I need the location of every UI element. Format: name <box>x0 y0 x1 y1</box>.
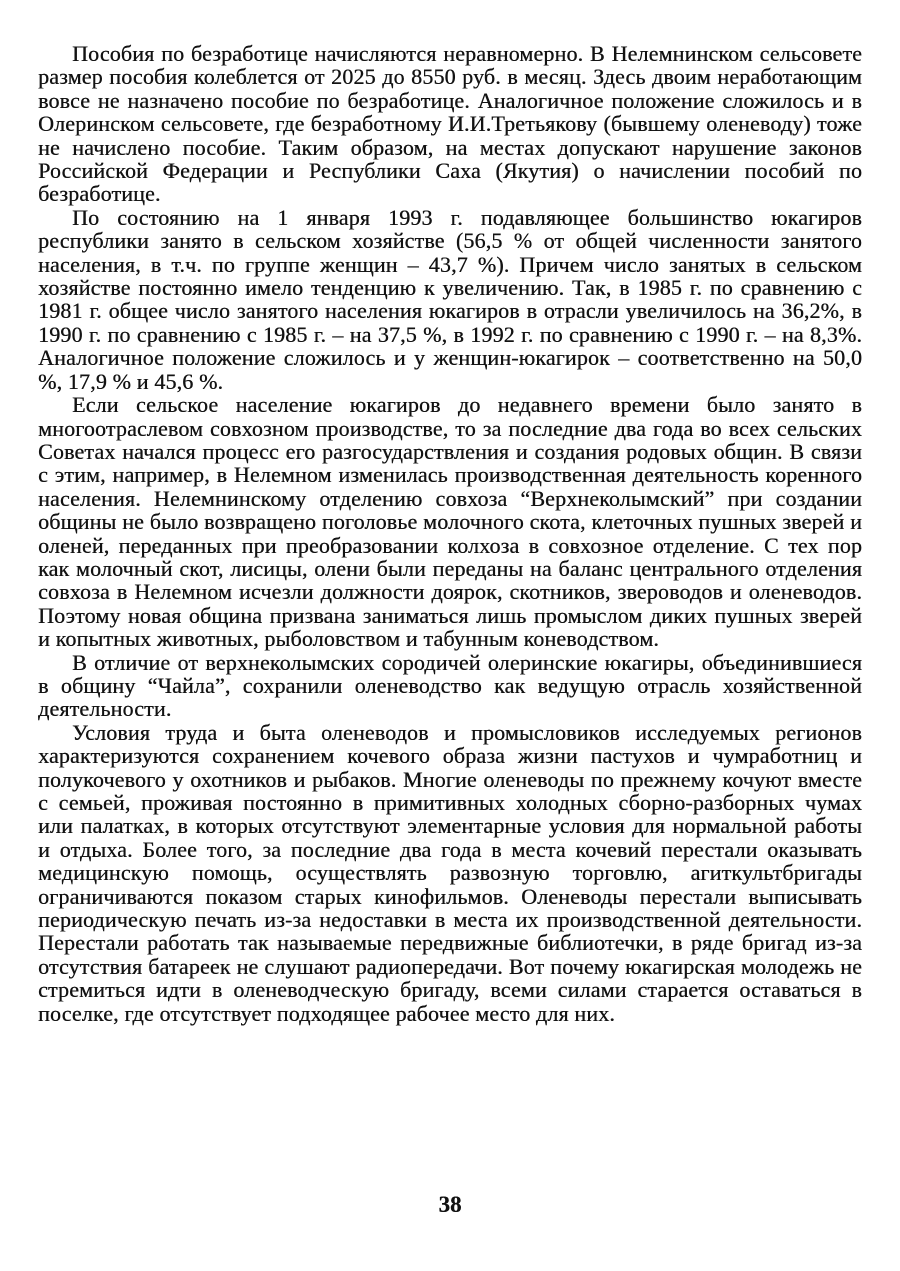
paragraph-unemployment-benefits: Пособия по безработице начисляются неравномерно. В Нелемнинском сельсовете размер пособия колеблется от 2025 до 8550 руб. в месяц. Здесь двоим неработающим вовсе не назначено пособие по безработице. Аналогичное положение сложилось и в Олеринском сельсовете, где безработному И.И.Третьякову (бывшему оленеводу) тоже не начислено пособие. Таким образом, на местах допускают нарушение законов Российской Федерации и Республики Саха (Якутия) о начислении пособий по безработице. <box>38 41 862 207</box>
page-number: 38 <box>438 1192 462 1217</box>
paragraph-chayla-community: В отличие от верхнеколымских сородичей олеринские юкагиры, объединившиеся в общину “Чайла”, сохранили оленеводство как ведущую отрасль хозяйственной деятельности. <box>38 649 862 722</box>
paragraph-agriculture-employment: По состоянию на 1 января 1993 г. подавляющее большинство юкагиров республики занято в сельском хозяйстве (56,5 % от общей численности занятого населения, в т.ч. по группе женщин – 43,7 %). Причем число занятых в сельском хозяйстве постоянно имело тенденцию к увеличению. Так, в 1985 г. по сравнению с 1981 г. общее число занятого населения юкагиров в отрасли увеличилось на 36,2%, в 1990 г. по сравнению с 1985 г. – на 37,5 %, в 1992 г. по сравнению с 1990 г. – на 8,3%. Аналогичное положение сложилось и у женщин-юкагирок – соответственно на 50,0 %, 17,9 % и 45,6 %. <box>38 204 862 394</box>
paragraph-sovkhoz-restructuring: Если сельское население юкагиров до недавнего времени было занято в многоотраслевом совхозном производстве, то за последние два года во всех сельских Советах начался процесс его разгосударствления и создания родовых общин. В связи с этим, например, в Нелемном изменилась производственная деятельность коренного населения. Нелемнинскому отделению совхоза “Верхнеколымский” при создании общины не было возвращено поголовье молочного скота, клеточных пушных зверей и оленей, переданных при преобразовании колхоза в совхозное отделение. С тех пор как молочный скот, лисицы, олени были переданы на баланс центрального отделения совхоза в Нелемном исчезли должности доярок, скотников, звероводов и оленеводов. Поэтому новая община призвана заниматься лишь промыслом диких пушных зверей и копытных животных, рыболовством и табунным коневодством. <box>38 392 862 652</box>
paragraph-living-conditions: Условия труда и быта оленеводов и промысловиков исследуемых регионов характеризуются сохранением кочевого образа жизни пастухов и чумработниц и полукочевого у охотников и рыбаков. Многие оленеводы по прежнему кочуют вместе с семьей, проживая постоянно в примитивных холодных сборно-разборных чумах или палатках, в которых отсутствуют элементарные условия для нормальной работы и отдыха. Более того, за последние два года в места кочевий перестали оказывать медицинскую помощь, осуществлять развозную торговлю, агиткультбригады ограничиваются показом старых кинофильмов. Оленеводы перестали выписывать периодическую печать из-за недоставки в места их производственной деятельности. Перестали работать так называемые передвижные библиотечки, в ряде бригад из-за отсутствия батареек не слушают радиопередачи. Вот почему юкагирская молодежь не стремиться идти в оленеводческую бригаду, всеми силами старается оставаться в поселке, где отсутствует подходящее рабочее место для них. <box>38 719 862 1026</box>
page-text-block <box>38 42 862 1025</box>
